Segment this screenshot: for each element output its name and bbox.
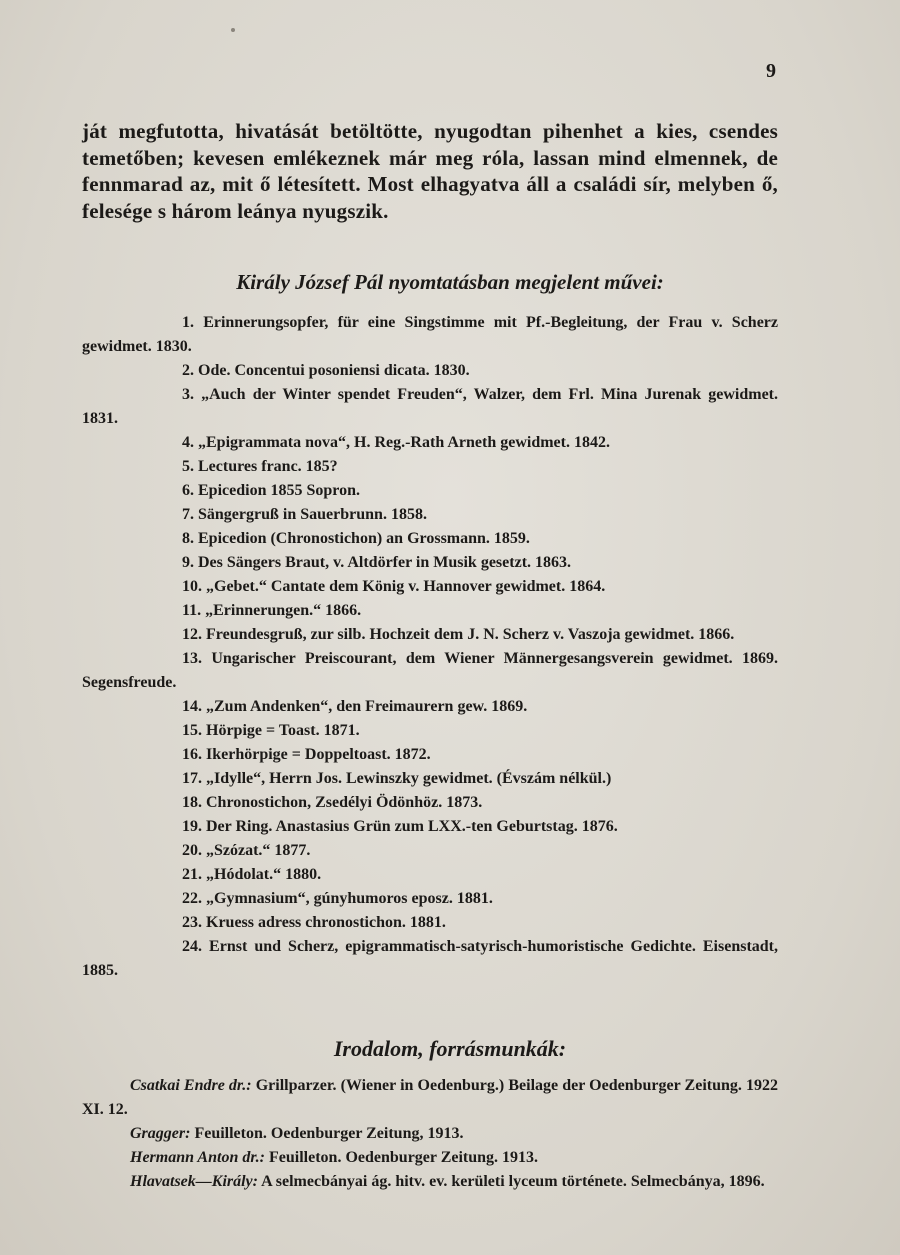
work-text: „Erinnerungen.“ 1866. bbox=[205, 602, 362, 619]
literature-item bbox=[82, 1170, 778, 1194]
literature-list bbox=[82, 1074, 778, 1194]
work-text: „Epigrammata nova“, H. Reg.-Rath Arneth gewidmet. 1842. bbox=[198, 434, 610, 451]
work-text: Freundesgruß, zur silb. Hochzeit dem J. N. Scherz v. Vaszoja gewidmet. 1866. bbox=[206, 626, 735, 643]
works-list bbox=[82, 311, 778, 983]
work-item bbox=[82, 695, 778, 719]
literature-text: Feuilleton. Oedenburger Zeitung, 1913. bbox=[194, 1125, 464, 1142]
work-item bbox=[82, 911, 778, 935]
page-number: 9 bbox=[766, 60, 776, 82]
work-text: „Zum Andenken“, den Freimaurern gew. 1869. bbox=[206, 698, 528, 715]
work-text: „Szózat.“ 1877. bbox=[206, 842, 311, 859]
work-item bbox=[82, 551, 778, 575]
work-number: 24. bbox=[182, 938, 202, 955]
work-text: Ernst und Scherz, epigrammatisch-satyrisch-humoristische Gedichte. Eisenstadt, 1885. bbox=[82, 938, 778, 979]
work-item bbox=[82, 887, 778, 911]
paper-speck bbox=[231, 28, 235, 32]
literature-author: Gragger: bbox=[130, 1125, 191, 1142]
work-item bbox=[82, 791, 778, 815]
work-text: Hörpige = Toast. 1871. bbox=[206, 722, 360, 739]
work-text: Sängergruß in Sauerbrunn. 1858. bbox=[198, 506, 427, 523]
work-number: 14. bbox=[182, 698, 202, 715]
work-item bbox=[82, 719, 778, 743]
literature-author: Csatkai Endre dr.: bbox=[130, 1077, 252, 1094]
work-item bbox=[82, 431, 778, 455]
literature-heading: Irodalom, forrásmunkák: bbox=[333, 1036, 567, 1061]
work-item bbox=[82, 527, 778, 551]
work-number: 15. bbox=[182, 722, 202, 739]
work-number: 8. bbox=[182, 530, 194, 547]
literature-item bbox=[82, 1122, 778, 1146]
literature-text: Feuilleton. Oedenburger Zeitung. 1913. bbox=[269, 1149, 539, 1166]
work-item bbox=[82, 503, 778, 527]
work-number: 20. bbox=[182, 842, 202, 859]
work-text: Erinnerungsopfer, für eine Singstimme mit Pf.-Begleitung, der Frau v. Scherz gewidmet. 1830. bbox=[82, 314, 778, 355]
work-text: „Auch der Winter spendet Freuden“, Walzer, dem Frl. Mina Jurenak gewidmet. 1831. bbox=[82, 386, 779, 427]
work-number: 6. bbox=[182, 482, 194, 499]
literature-item bbox=[82, 1074, 778, 1122]
work-item bbox=[82, 599, 778, 623]
work-text: Chronostichon, Zsedélyi Ödönhöz. 1873. bbox=[206, 794, 483, 811]
work-number: 5. bbox=[182, 458, 194, 475]
literature-text: Grillparzer. (Wiener in Oedenburg.) Beilage der Oedenburger Zeitung. 1922 XI. 12. bbox=[82, 1077, 779, 1118]
work-number: 10. bbox=[182, 578, 202, 595]
work-text: „Hódolat.“ 1880. bbox=[206, 866, 322, 883]
work-number: 12. bbox=[182, 626, 202, 643]
work-item bbox=[82, 935, 778, 983]
work-number: 7. bbox=[182, 506, 194, 523]
work-item bbox=[82, 359, 778, 383]
work-number: 1. bbox=[182, 314, 194, 331]
literature-item bbox=[82, 1146, 778, 1170]
work-item bbox=[82, 815, 778, 839]
work-number: 18. bbox=[182, 794, 202, 811]
work-number: 3. bbox=[182, 386, 194, 403]
work-number: 11. bbox=[182, 602, 202, 619]
work-text: Des Sängers Braut, v. Altdörfer in Musik gesetzt. 1863. bbox=[198, 554, 572, 571]
work-number: 21. bbox=[182, 866, 202, 883]
work-item bbox=[82, 743, 778, 767]
work-number: 22. bbox=[182, 890, 202, 907]
work-item bbox=[82, 839, 778, 863]
work-number: 13. bbox=[182, 650, 202, 667]
literature-text: A selmecbányai ág. hitv. ev. kerületi lyceum története. Selmecbánya, 1896. bbox=[261, 1173, 765, 1190]
work-item bbox=[82, 479, 778, 503]
work-item bbox=[82, 767, 778, 791]
work-text: Epicedion (Chronostichon) an Grossmann. 1859. bbox=[198, 530, 530, 547]
work-text: Lectures franc. 185? bbox=[198, 458, 338, 475]
literature-author: Hlavatsek—Király: bbox=[130, 1173, 258, 1190]
work-number: 23. bbox=[182, 914, 202, 931]
work-number: 2. bbox=[182, 362, 194, 379]
work-text: „Gebet.“ Cantate dem König v. Hannover gewidmet. 1864. bbox=[206, 578, 606, 595]
work-item bbox=[82, 863, 778, 887]
work-text: Der Ring. Anastasius Grün zum LXX.-ten Geburtstag. 1876. bbox=[206, 818, 618, 835]
work-number: 4. bbox=[182, 434, 194, 451]
body-paragraph: ját megfutotta, hivatását betöltötte, nyugodtan pihenhet a kies, csendes temetőben; kevesen emlékeznek már meg róla, lassan mind elmennek, de fennmarad az, mit ő létesített. Most elhagyatva áll a családi sír, melyben ő, felesége s három leánya nyugszik. bbox=[82, 119, 778, 223]
work-item bbox=[82, 383, 778, 431]
work-item bbox=[82, 647, 778, 695]
works-heading: Király József Pál nyomtatásban megjelent művei: bbox=[236, 270, 664, 294]
work-item bbox=[82, 455, 778, 479]
work-number: 19. bbox=[182, 818, 202, 835]
work-text: „Idylle“, Herrn Jos. Lewinszky gewidmet. (Évszám nélkül.) bbox=[206, 770, 612, 787]
work-text: Epicedion 1855 Sopron. bbox=[198, 482, 360, 499]
work-number: 17. bbox=[182, 770, 202, 787]
literature-author: Hermann Anton dr.: bbox=[130, 1149, 266, 1166]
work-text: „Gymnasium“, gúnyhumoros eposz. 1881. bbox=[206, 890, 493, 907]
work-item bbox=[82, 575, 778, 599]
work-text: Ikerhörpige = Doppeltoast. 1872. bbox=[206, 746, 431, 763]
work-text: Ode. Concentui posoniensi dicata. 1830. bbox=[198, 362, 470, 379]
work-text: Ungarischer Preiscourant, dem Wiener Männergesangsverein gewidmet. 1869. Segensfreude. bbox=[82, 650, 779, 691]
work-item bbox=[82, 623, 778, 647]
work-number: 9. bbox=[182, 554, 194, 571]
work-number: 16. bbox=[182, 746, 202, 763]
work-item bbox=[82, 311, 778, 359]
work-text: Kruess adress chronostichon. 1881. bbox=[206, 914, 446, 931]
